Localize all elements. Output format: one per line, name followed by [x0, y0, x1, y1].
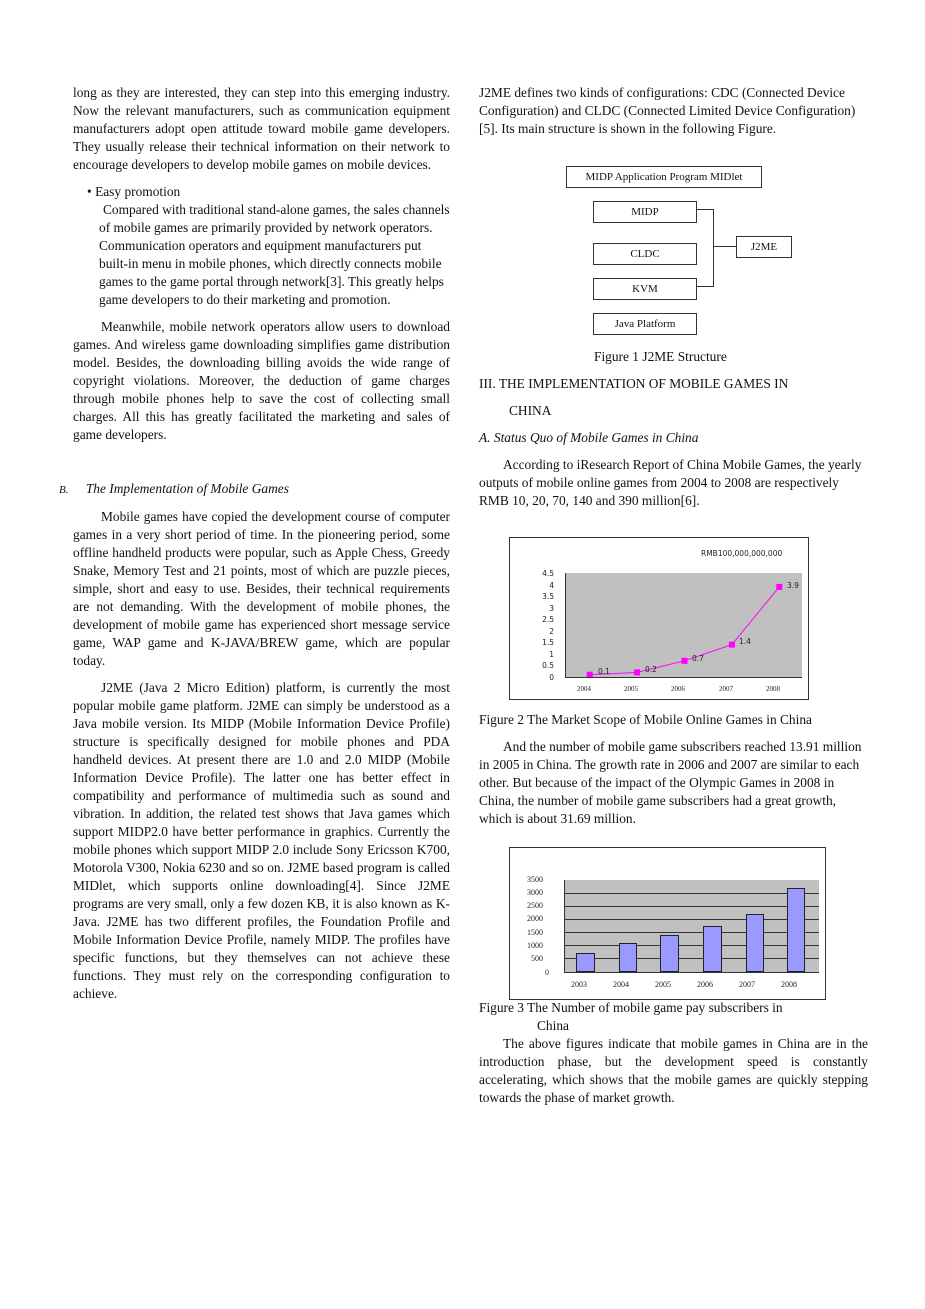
y-tick: 3.5: [542, 592, 554, 601]
x-tick: 2003: [571, 980, 587, 989]
box-cldc: CLDC: [593, 243, 697, 265]
section-b-heading: [59, 480, 450, 499]
section-b-title: The Implementation of Mobile Games: [85, 481, 289, 496]
box-java-platform: Java Platform: [593, 313, 697, 335]
y-tick: 2.5: [542, 615, 554, 624]
section-iii-heading-line2: CHINA: [509, 403, 552, 418]
plot-area: [565, 573, 802, 678]
data-label: 3.9: [787, 581, 799, 590]
paragraph-iresearch: According to iResearch Report of China Mobile Games, the yearly outputs of mobile online games from 2004 to 2008 are respectively RMB 10, 20, 70, 140 and 390 million[6].: [479, 457, 862, 508]
bullet-easy-promotion: [73, 183, 450, 309]
x-tick: 2004: [613, 980, 629, 989]
section-iii-wrap: [479, 375, 868, 510]
y-tick: 2: [549, 626, 554, 636]
paragraph-j2me: J2ME (Java 2 Micro Edition) platform, is currently the most popular mobile game platform. J2ME can simply be understood as a Java mobile version. Its MIDP (Mobile Information Device Profile) structure is specifically designed for mobile phones and PDA handheld devices. At present there are 1.0 and 2.0 MIDP (Mobile Information Device Profile). The latter one has better effect in compatibility and performance of multimedia such as sound and vibration. In addition, the related test shows that Java games which support MIDP2.0 have better performance in graphics. Currently the mobile phones which support MIDP 2.0 include Sony Ericsson K700, Motorola V300, Nokia 6230 and so on. J2ME based program is called MIDlet, which supports online downloading[4]. Since J2ME programs are very small, only a few dozen KB, it is also known as K-Java. J2ME has two different profiles, the Foundation Profile and Mobile Information Device Profile, namely MIDP. The profiles have specific functions, but they themselves can not achieve these functions. They must rely on the corresponding configuration to achieve.: [73, 680, 450, 1001]
y-tick: 0: [549, 672, 554, 682]
bar-2005: [660, 935, 679, 972]
y-tick: 0: [545, 968, 549, 977]
bullet-title: Easy promotion: [95, 184, 181, 199]
y-tick: 1: [549, 649, 554, 659]
gridline: [565, 958, 819, 959]
paragraph-conclusion-wrap: [479, 1035, 868, 1107]
x-tick: 2005: [655, 980, 671, 989]
connector-j2me: [713, 246, 736, 247]
x-tick: 2007: [719, 685, 733, 693]
data-label: 0.1: [598, 667, 610, 676]
paragraph-meanwhile: Meanwhile, mobile network operators allow users to download games. And wireless game downloading simplifies game distribution model. Besides, the downloading billing avoids the wide range of copyright violations. Moreover, the deduction of game charges through mobile phones help to save the cost of collecting small charges. All this has greatly facilitated the marketing and sales of game developers.: [73, 319, 450, 442]
chart-unit-label: RMB100,000,000,000: [701, 549, 783, 558]
box-kvm: KVM: [593, 278, 697, 300]
paragraph-subscribers: And the number of mobile game subscribers reached 13.91 million in 2005 in China. The growth rate in 2006 and 2007 are similar to each other. But because of the impact of the Olympic Games in 2008 in China, the number of mobile game subscribers had a great growth, which is about 31.69 million.: [479, 739, 862, 826]
paragraph-config: J2ME defines two kinds of configurations: CDC (Connected Device Configuration) and CLDC (Connected Limited Device Configuration)[5]. Its main structure is shown in the following Figure.: [479, 85, 856, 136]
paragraph-mobile-games: Mobile games have copied the development course of computer games in a very short period of time. In the pioneering period, some offline handheld products were popular, such as Apple Chess, Greedy Snake, Memory Test and 21 points, most of which are puzzle pieces, simple, short and easy to use. Besides, their technical requirements are not demanding. With the development of mobile phones, the development of mobile game has experienced short message service game, WAP game and K-JAVA/BREW game, which are popular today.: [73, 509, 450, 668]
y-tick: 2000: [527, 914, 543, 923]
gridline: [565, 893, 819, 894]
y-tick: 1500: [527, 928, 543, 937]
gridline: [565, 906, 819, 907]
paragraph-intro: long as they are interested, they can step into this emerging industry. Now the relevant manufacturers, such as communication equipment manufacturers adopt open attitude toward mobile game developers. They usually release their technical information on their network to encourage developers to develop mobile games on mobile devices.: [73, 85, 450, 172]
section-b-label: B.: [59, 484, 69, 496]
y-tick: 3: [549, 603, 554, 613]
figure-3-chart: [509, 847, 826, 1000]
data-label: 0.2: [645, 665, 657, 674]
bar-2006: [703, 926, 722, 972]
x-tick: 2004: [577, 685, 591, 693]
y-tick: 1000: [527, 941, 543, 950]
gridline: [565, 932, 819, 933]
bullet-body: Compared with traditional stand-alone games, the sales channels of mobile games are primarily provided by network operators. Communication operators and equipment manufacturers put built-in menu in mobile phones, which directly connects mobile games to the game portal through network[3]. This greatly helps game developers to do their marketing and promotion.: [99, 202, 450, 307]
box-midp: MIDP: [593, 201, 697, 223]
y-tick: 4.5: [542, 569, 554, 578]
data-label: 1.4: [739, 637, 751, 646]
x-tick: 2006: [671, 685, 685, 693]
figure-2-chart: [509, 537, 809, 700]
bar-2003: [576, 953, 595, 972]
x-tick: 2007: [739, 980, 755, 989]
y-tick: 4: [549, 580, 554, 590]
box-midlet: MIDP Application Program MIDlet: [566, 166, 762, 188]
bar-2004: [619, 943, 637, 972]
box-j2me: J2ME: [736, 236, 792, 258]
figure-1-caption: Figure 1 J2ME Structure: [594, 349, 727, 364]
figure-2-caption: Figure 2 The Market Scope of Mobile Online Games in China: [479, 712, 812, 727]
x-tick: 2005: [624, 685, 638, 693]
gridline: [565, 945, 819, 946]
bullet-marker: •: [87, 184, 92, 199]
left-column: [59, 84, 450, 1003]
data-label: 0.7: [692, 654, 704, 663]
plot-area: [564, 880, 819, 973]
y-tick: 3000: [527, 888, 543, 897]
connector-kvm: [697, 286, 714, 287]
x-tick: 2008: [781, 980, 797, 989]
paragraph-conclusion: The above figures indicate that mobile games in China are in the introduction phase, but the development speed is constantly accelerating, which shows that the mobile games are quickly stepping towards the phase of market growth.: [479, 1036, 868, 1105]
figure-3-caption-line1: Figure 3 The Number of mobile game pay subscribers in: [479, 1000, 783, 1015]
section-a-heading: A. Status Quo of Mobile Games in China: [479, 430, 699, 445]
paragraph-config-wrap: [479, 84, 868, 138]
gridline: [565, 919, 819, 920]
y-tick: 0.5: [542, 661, 554, 670]
y-tick: 3500: [527, 875, 543, 884]
bar-2007: [746, 914, 764, 972]
connector-vertical: [713, 209, 714, 287]
connector-midp: [697, 209, 714, 210]
bar-2008: [787, 888, 805, 972]
y-tick: 1.5: [542, 638, 554, 647]
line-series: [566, 573, 803, 677]
section-iii-heading-line1: III. THE IMPLEMENTATION OF MOBILE GAMES IN: [479, 376, 789, 391]
figure-3-caption: [479, 999, 783, 1035]
figure-3-caption-line2: China: [537, 1018, 569, 1033]
x-tick: 2008: [766, 685, 780, 693]
paragraph-subscribers-wrap: [479, 738, 868, 828]
y-tick: 500: [531, 954, 543, 963]
x-tick: 2006: [697, 980, 713, 989]
y-tick: 2500: [527, 901, 543, 910]
